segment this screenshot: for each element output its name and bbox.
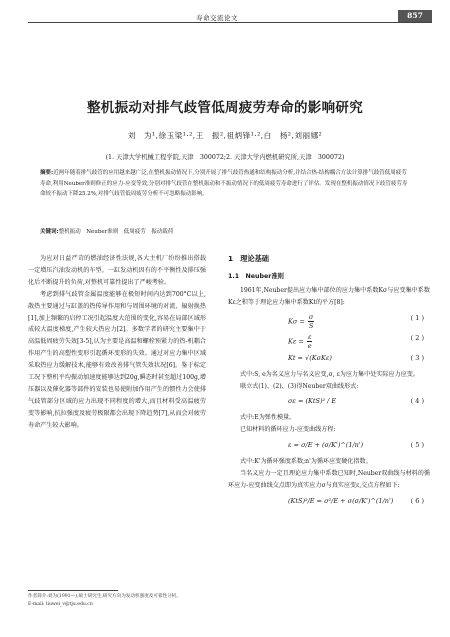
keywords-label: 关键词: bbox=[40, 229, 59, 235]
author-bio: 作者简介:刘为(1991—),硕士研究生,研究方向为发动机强度及可靠性分析。 bbox=[28, 594, 181, 599]
abstract-text: 近两年随着排气歧管的应用越来越广泛,在整机振动情况下,分别开展了排气歧管热通和结构振动分析,并结合热-结构耦合方法计算排气歧管低周疲劳寿命,利用Neuber准则修正的应力-应变等效,分别对排气歧管在整机振动和不振动情况下的低周疲劳寿命进行了评估。发现在整机振动情况下歧管疲劳寿命较不振动下降25.2%,对排气歧管低周疲劳分析不可忽略振动影响。 bbox=[40, 170, 408, 198]
neuber-paragraph: 1961年,Neuber提出应力集中部位的应力集中系数Kσ与应变集中系数Kε之积等于理论应力集中系数Kt的平方[8]: bbox=[228, 286, 430, 306]
equation-3: Kt = √(KσKε) ( 3 ) bbox=[288, 353, 424, 362]
keywords bbox=[40, 227, 412, 238]
right-column bbox=[228, 253, 430, 512]
author-email: E-mail: liuwei_v@tju.edu.cn bbox=[28, 602, 93, 607]
equation-2: Kε = $\frac{\varepsilon}{e}$ ( 2 ) bbox=[288, 332, 424, 350]
author-list: 刘 为¹,徐玉梁¹·²,王 振²,祖炳锋¹·²,白 杨²,刘丽娜² bbox=[127, 131, 323, 140]
journal-name: 寿命交流论文 bbox=[196, 14, 238, 22]
curve-intro: 已知材料的循环应力-应变曲线方程: bbox=[240, 426, 336, 434]
abstract bbox=[40, 168, 412, 200]
equation-4: σε = (KtS)² / E ( 4 ) bbox=[288, 397, 424, 406]
paper-title: 整机振动对排气歧管低周疲劳寿命的影响研究 bbox=[87, 100, 363, 116]
equation-5: ε = σ/E + (σ/K')^(1/n') ( 5 ) bbox=[288, 441, 424, 450]
affiliation: (1. 天津大学机械工程学院,天津 300072;2. 天津大学内燃机研究所,天津 300072) bbox=[105, 154, 345, 161]
subsection-heading: 1.1 Neuber准则 bbox=[228, 272, 284, 280]
header-rule bbox=[28, 22, 432, 23]
equation-6: (KtS)²/E = σ²/E + σ(σ/K')^(1/n') ( 6 ) bbox=[288, 496, 424, 505]
intro-paragraph-1: 为应对日益严苛的燃油经济性法规,各大主机厂纷纷推出搭载一定增压汽油发动机的车型。一缸发动机因有的不平衡性及排压强化后不断提升的负荷,对整机可靠性提出了严峻考验。 bbox=[28, 255, 206, 286]
left-column bbox=[28, 253, 206, 432]
intro-paragraph-2: 考虑到排气歧管金属温度能够在极短时间内达到700°C以上,散热主要通过与缸盖的热传导作用和与周围环境的对流、辐射换热[1],加上频繁的启停工况引起温度大范围的变化,容易在局部区域形成较大温度梯度,产生较大热应力[2]。多数学者的研究主要集中于高温低周疲劳失效[3-5],认为主要是高温和螺栓预紧力的热-机耦合作用产生的高塑性变形引起循环变形的失效。通过对应力集中区域采取热应力缓解技术,能够有效改善排气管失效状况[6]。鉴于标定工况下整机平均振动加速度能够达到20g,瞬态时甚至超过100g,增压器以及催化器等部件的安装也易使附加作用产生的惯性力会使排气歧管部分区域的应力出现不同程度的增大,而且材料受高温疲劳变等影响,抗拉强度及疲劳极限都会出现下降趋势[7],从而会对疲劳寿命产生较大影响。 bbox=[28, 290, 206, 429]
intersection-paragraph: 当名义应力一定且理论应力集中系数已知时,Neuber双曲线与材料的循环应力-应变曲线交点即为真实应力σ与真实应变ε,交点方程如下: bbox=[228, 470, 430, 490]
section-heading: 1 理论基础 bbox=[228, 254, 269, 263]
equation-1: Kσ = $\frac{\sigma}{S}$ ( 1 ) bbox=[288, 312, 424, 330]
coefficient-definition: 式中:K'为循环强度系数;n'为循环应变硬化指数。 bbox=[240, 458, 372, 466]
keywords-text: 整机振动 Neuber准则 低周疲劳 振动载荷 bbox=[58, 229, 174, 235]
page-number: 857 bbox=[398, 10, 432, 22]
footnote-rule bbox=[28, 590, 118, 591]
combine-paragraph: 联立式(1)、(2)、(3)得Neuber双曲线形式: bbox=[240, 382, 359, 390]
running-head bbox=[0, 0, 450, 46]
footnote bbox=[28, 593, 206, 609]
variable-definitions: 式中:S, e为名义应力与名义应变,σ, ε为应力集中处实际应力应变。 bbox=[240, 370, 419, 378]
modulus-definition: 式中:E为弹性模量。 bbox=[240, 414, 296, 422]
abstract-label: 摘要: bbox=[40, 170, 54, 176]
